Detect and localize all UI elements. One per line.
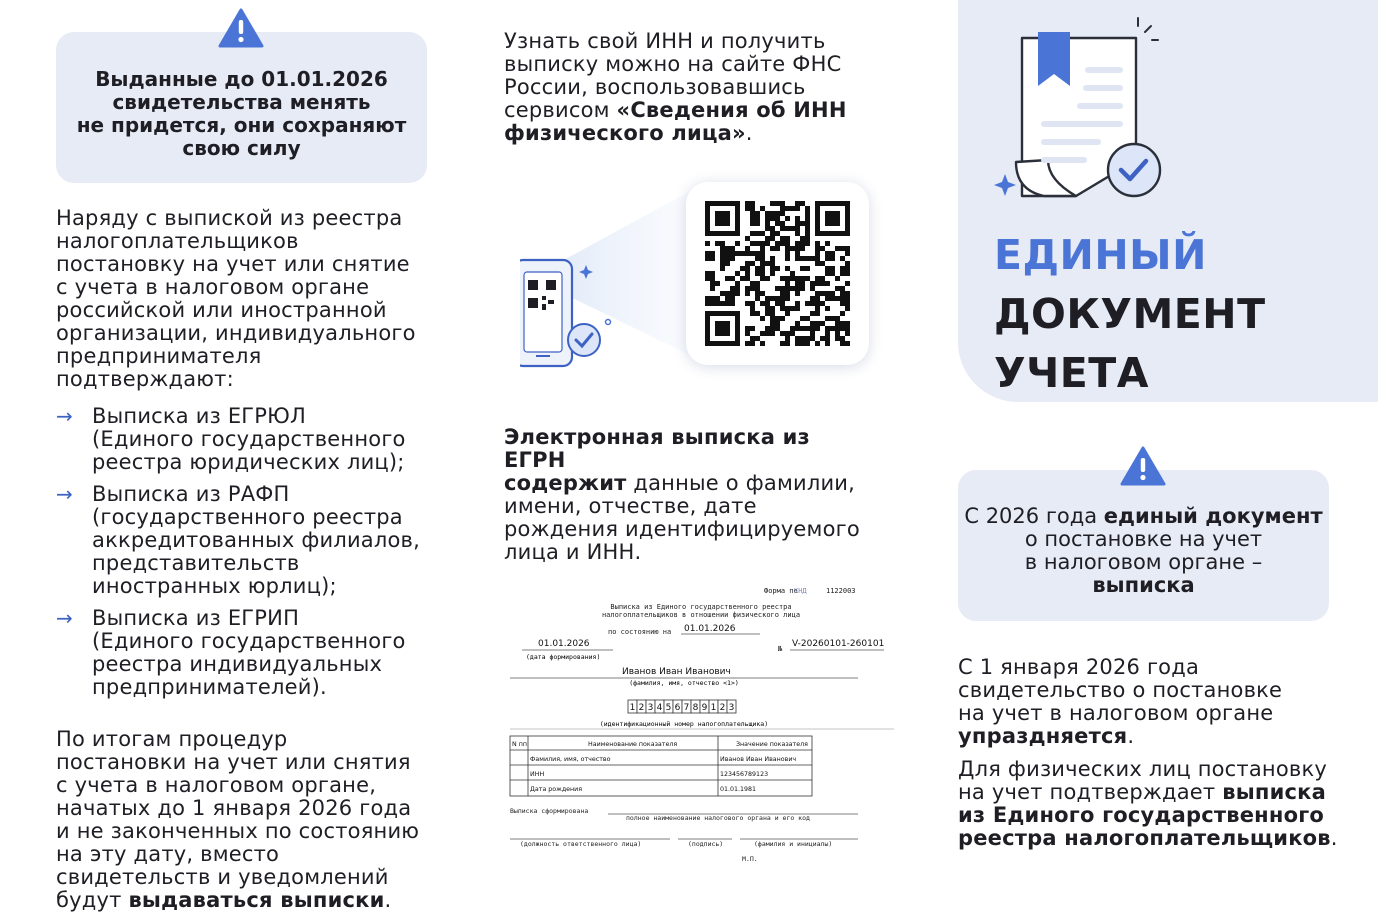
egrn-paragraph: Электронная выписка из ЕГРН содержит данные о фамилии, имени, отчестве, дате рождения идентифицируемого лица и ИНН. bbox=[504, 425, 860, 564]
doc-title: Выписка из Единого государственного реестра bbox=[610, 603, 792, 611]
inn-service-paragraph: Узнать свой ИНН и получить выписку можно на сайте ФНС России, воспользовавшись сервисом «Сведения об ИНН физического лица». bbox=[504, 29, 847, 145]
arrow-right-icon: → bbox=[56, 606, 73, 630]
svg-text:(должность ответственного лица: (должность ответственного лица) bbox=[520, 840, 642, 848]
inn-digit: 3 bbox=[728, 703, 735, 713]
svg-text:Выписка сформирована: Выписка сформирована bbox=[510, 807, 589, 815]
inn-digit: 6 bbox=[674, 703, 681, 713]
service-link[interactable]: «Сведения об ИНН bbox=[616, 98, 847, 122]
arrow-right-icon: → bbox=[56, 404, 73, 428]
inn-digit-boxes bbox=[628, 700, 736, 713]
svg-text:01.01.1981: 01.01.1981 bbox=[720, 786, 757, 793]
svg-text:Иванов Иван Иванович: Иванов Иван Иванович bbox=[720, 756, 797, 763]
inn-digit: 1 bbox=[629, 703, 636, 713]
svg-text:1122003: 1122003 bbox=[826, 587, 856, 595]
notice-text: Выданные до 01.01.2026 свидетельства менять не придется, они сохраняют свою силу bbox=[76, 67, 407, 160]
inn-digit: 1 bbox=[710, 703, 717, 713]
svg-text:N пп: N пп bbox=[512, 741, 527, 748]
svg-text:КНД: КНД bbox=[794, 587, 807, 595]
svg-text:ИНН: ИНН bbox=[530, 771, 545, 778]
svg-text:(фамилия и инициалы): (фамилия и инициалы) bbox=[754, 840, 833, 848]
svg-text:по состоянию на: по состоянию на bbox=[608, 628, 672, 636]
arrow-right-icon: → bbox=[56, 482, 73, 506]
inn-digit: 2 bbox=[719, 703, 726, 713]
intro-paragraph: Наряду с выпиской из реестра налогоплательщиков постановку на учет или снятие с учета в налоговом органе российской или иностранной организации, индивидуального предпринимателя подтверждают: bbox=[56, 206, 416, 391]
extract-sample-document bbox=[508, 584, 894, 874]
warning-icon bbox=[218, 8, 264, 48]
qr-code-card[interactable] bbox=[686, 182, 869, 365]
form-label: Форма по bbox=[764, 587, 798, 595]
svg-text:полное наименование налогового: полное наименование налогового органа и его код bbox=[626, 814, 810, 822]
abolition-paragraph: С 1 января 2026 года свидетельство о постановке на учет в налоговом органе упраздняется. bbox=[958, 655, 1283, 748]
inn-digit: 7 bbox=[683, 703, 690, 713]
inn-digit: 8 bbox=[692, 703, 699, 713]
doc-fio: Иванов Иван Иванович bbox=[622, 667, 731, 677]
svg-text:V-20260101-260101: V-20260101-260101 bbox=[792, 639, 885, 649]
svg-text:01.01.2026: 01.01.2026 bbox=[538, 639, 590, 649]
list-item: → Выписка из ЕГРЮЛ (Единого государственного реестра юридических лиц); bbox=[56, 404, 406, 474]
registry-list bbox=[56, 405, 436, 708]
warning-icon bbox=[1120, 446, 1166, 486]
svg-text:(дата формирования): (дата формирования) bbox=[526, 653, 601, 661]
list-item: → Выписка из РАФП (государственного реестра аккредитованных филиалов, представительств иностранных юрлиц); bbox=[56, 482, 420, 598]
svg-text:Наименование показателя: Наименование показателя bbox=[588, 741, 678, 748]
svg-text:(подпись): (подпись) bbox=[688, 840, 724, 848]
hero-panel bbox=[958, 0, 1378, 402]
svg-text:(фамилия, имя, отчество <1>): (фамилия, имя, отчество <1>) bbox=[629, 679, 739, 687]
inn-digit: 4 bbox=[656, 703, 663, 713]
svg-text:(идентификационный номер налог: (идентификационный номер налогоплательщика) bbox=[599, 720, 769, 728]
inn-digit: 2 bbox=[638, 703, 645, 713]
notice-text: С 2026 года единый документ о постановке на учет в налоговом органе – выписка bbox=[964, 504, 1323, 597]
phone-scan-illustration bbox=[520, 180, 700, 380]
svg-text:Дата рождения: Дата рождения bbox=[530, 786, 583, 793]
inn-digit: 9 bbox=[701, 703, 708, 713]
individuals-paragraph: Для физических лиц постановку на учет подтверждает выписка из Единого государственного реестра налогоплательщиков. bbox=[958, 757, 1338, 850]
svg-text:01.01.2026: 01.01.2026 bbox=[684, 624, 736, 634]
inn-digit: 5 bbox=[665, 703, 672, 713]
svg-text:123456789123: 123456789123 bbox=[720, 771, 769, 778]
notice-box-certificates bbox=[56, 32, 427, 183]
outro-paragraph: По итогам процедур постановки на учет или снятия с учета в налоговом органе, начатых до 1 января 2026 года и не законченных по состоянию на эту дату, вместо свидетельств и уведомлений будут выдаваться выписки. bbox=[56, 727, 420, 912]
inn-digit: 3 bbox=[647, 703, 654, 713]
list-item: → Выписка из ЕГРИП (Единого государственного реестра индивидуальных предпринимателей). bbox=[56, 606, 406, 699]
svg-text:Фамилия, имя, отчество: Фамилия, имя, отчество bbox=[530, 756, 611, 763]
document-check-icon bbox=[988, 10, 1208, 210]
svg-text:Значение показателя: Значение показателя bbox=[736, 741, 808, 748]
hero-title: ЕДИНЫЙ ДОКУМЕНТ УЧЕТА bbox=[994, 231, 1266, 397]
qr-code-icon[interactable] bbox=[686, 182, 869, 365]
notice-box-single-document bbox=[958, 470, 1329, 621]
svg-text:налогоплательщиков в отношении: налогоплательщиков в отношении физического лица bbox=[601, 611, 801, 619]
svg-text:№: № bbox=[778, 645, 783, 653]
svg-text:М.П.: М.П. bbox=[742, 855, 758, 863]
